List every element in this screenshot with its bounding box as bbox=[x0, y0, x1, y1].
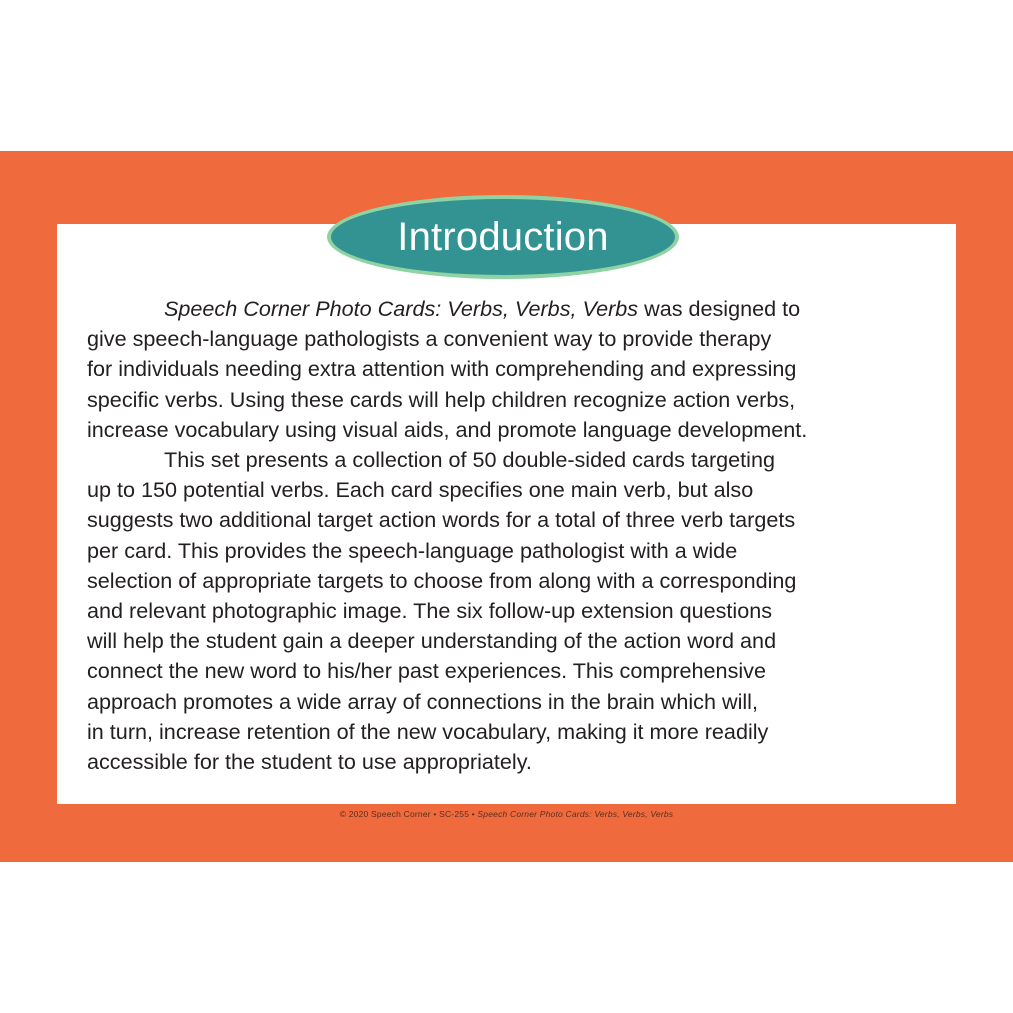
footer-prefix: © 2020 Speech Corner • SC-255 • bbox=[339, 809, 478, 819]
paragraph-2 bbox=[87, 445, 937, 777]
card-frame bbox=[0, 151, 1013, 862]
card-panel bbox=[57, 214, 956, 804]
text-line: give speech-language pathologists a convenient way to provide therapy bbox=[87, 326, 772, 352]
text-line: in turn, increase retention of the new vocabulary, making it more readily bbox=[87, 718, 769, 744]
paragraph-1 bbox=[87, 294, 937, 445]
text-line: per card. This provides the speech-language pathologist with a wide bbox=[87, 537, 738, 563]
text-line: This set presents a collection of 50 double-sided cards targeting bbox=[164, 447, 775, 473]
product-title: Speech Corner Photo Cards: Verbs, Verbs, Verbs bbox=[164, 296, 639, 321]
text-line: and relevant photographic image. The six follow-up extension questions bbox=[87, 598, 773, 624]
footer-title: Speech Corner Photo Cards: Verbs, Verbs, Verbs bbox=[477, 809, 674, 819]
text-line: increase vocabulary using visual aids, and promote language development. bbox=[87, 416, 808, 442]
text-line: selection of appropriate targets to choose from along with a corresponding bbox=[87, 567, 797, 593]
text-line: will help the student gain a deeper understanding of the action word and bbox=[87, 628, 777, 654]
title-pill bbox=[327, 195, 679, 279]
text-line: accessible for the student to use appropriately. bbox=[87, 749, 532, 775]
text-line: Speech Corner Photo Cards: Verbs, Verbs, Verbs was designed to bbox=[164, 296, 801, 321]
text-line: up to 150 potential verbs. Each card specifies one main verb, but also bbox=[87, 477, 754, 503]
copyright-footer bbox=[0, 809, 1013, 819]
body-text bbox=[87, 294, 937, 777]
text-line: connect the new word to his/her past experiences. This comprehensive bbox=[87, 658, 766, 684]
text-line: specific verbs. Using these cards will help children recognize action verbs, bbox=[87, 386, 796, 412]
card-title: Introduction bbox=[397, 214, 609, 259]
text-line: approach promotes a wide array of connections in the brain which will, bbox=[87, 688, 758, 714]
text-line: suggests two additional target action words for a total of three verb targets bbox=[87, 507, 796, 533]
text-line: for individuals needing extra attention with comprehending and expressing bbox=[87, 356, 797, 382]
